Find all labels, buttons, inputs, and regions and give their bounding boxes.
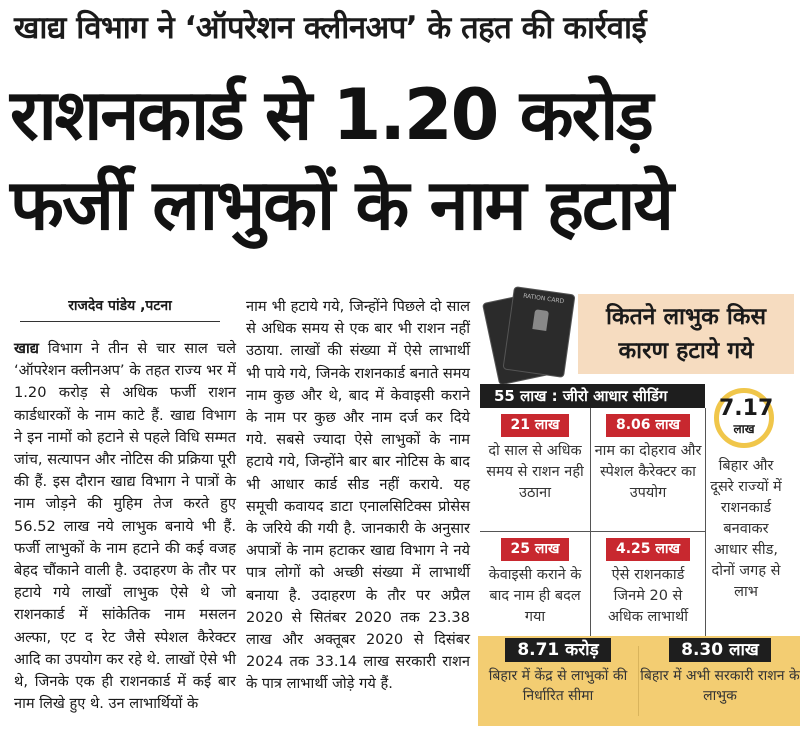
stat-value: 25 लाख (501, 538, 570, 561)
title-line-1: कितने लाभुक किस (605, 304, 767, 330)
stat-cell (482, 538, 588, 628)
zero-aadhaar-bar: 55 लाख : जीरो आधार सीडिंग (480, 384, 705, 408)
stat-cell (482, 414, 588, 504)
emblem-icon (532, 309, 549, 331)
infographic-title (578, 294, 794, 374)
bottom-text: बिहार में केंद्र से लाभुकों की निर्धारित सीमा (488, 668, 628, 704)
divider (638, 646, 639, 716)
lead-word: खाद्य (14, 340, 39, 357)
infographic (478, 288, 803, 738)
headline-line-2: फर्जी लाभुकों के नाम हटाये (10, 164, 672, 246)
column-1-text: विभाग ने तीन से चार साल चले ‘ऑपरेशन क्लीनअप’ के तहत राज्य भर में 1.20 करोड़ से अधिक फर्जी राशन कार्डधारकों के नाम काटे हैं. खाद्य विभाग ने इन नामों को हटाने से पहले विधि सम्मत जांच, सत्यापन और नोटिस की प्रक्रिया पूरी की हैं. इस दौरान खाद्य विभाग ने पात्रों के नाम जोड़ने की मुहिम तेज करते हुए 56.52 लाख नये लाभुक बनाये भी हैं. फर्जी लाभुकों के नाम हटाने की कई वजह बेहद चौंकाने वाली है. उदाहरण के तौर पर हटाये गये लाखों लाभुक ऐसे थे जो राशनकार्ड में सांकेतिक नाम मसलन अल्फा, एट द रेट जैसे स्पेशल कैरेक्टर आदि का उपयोग कर रहे थे. लाखों ऐसे भी थे, जिनके एक ही राशनकार्ड में कई बार नाम लिखे हुए थे. उन लाभार्थियों के (14, 340, 236, 713)
circle-text: बिहार और दूसरे राज्यों में राशनकार्ड बनवाकर आधार सीड, दोनों जगह से लाभ (710, 458, 782, 600)
stat-text: नाम का दोहराव और स्पेशल कैरेक्टर का उपयोग (594, 443, 702, 501)
bottom-stat (640, 636, 800, 706)
circle-unit: लाख (733, 422, 755, 436)
title-line-2: कारण हटाये गये (618, 338, 754, 364)
stat-text: केवाइसी कराने के बाद नाम ही बदल गया (488, 567, 582, 625)
stat-value: 21 लाख (501, 414, 570, 437)
stat-value: 4.25 लाख (606, 538, 690, 561)
ration-card-image (480, 288, 580, 388)
highlight-circle (714, 388, 774, 448)
article-column-1 (14, 338, 236, 715)
bottom-text: बिहार में अभी सरकारी राशन के लाभुक (640, 668, 800, 704)
card-label: RATION CARD (522, 292, 565, 306)
stat-value: 8.06 लाख (606, 414, 690, 437)
divider (590, 408, 591, 636)
divider (705, 408, 706, 636)
stat-text: दो साल से अधिक समय से राशन नही उठाना (486, 443, 584, 501)
bottom-value: 8.71 करोड़ (505, 638, 610, 662)
kicker-headline: खाद्य विभाग ने ‘ऑपरेशन क्लीनअप’ के तहत की कार्रवाई (14, 10, 647, 46)
bottom-value: 8.30 लाख (669, 638, 771, 662)
stat-cell (594, 538, 702, 628)
bottom-stat (478, 636, 638, 706)
headline-line-1: राशनकार्ड से 1.20 करोड़ (10, 74, 652, 156)
stat-text: ऐसे राशनकार्ड जिनमे 20 से अधिक लाभार्थी (607, 567, 689, 625)
stat-cell (594, 414, 702, 504)
bottom-band (478, 636, 800, 726)
circle-value: 7.17 (719, 396, 774, 421)
divider (480, 531, 705, 532)
article-column-2: नाम भी हटाये गये, जिन्होंने पिछले दो साल से अधिक समय से एक बार भी राशन नहीं उठाया. लाखों की संख्या में ऐसे लाभार्थी भी पाये गये, जिनके राशनकार्ड बनाते समय नाम कुछ और थे, बाद में केवाइसी कराने के नाम पर कुछ और नाम दर्ज कर दिये गये. सबसे ज्यादा ऐसे लाभुकों के नाम हटाये गये, जिन्होंने बार बार नोटिस के बाद भी आधार कार्ड सीड नहीं कराये. यह समूची कवायद डाटा एनालसिटिक्स प्रोसेस के जरिये की गयी है. जानकारी के अनुसार अपात्रों के नाम हटाकर खाद्य विभाग ने नये पात्र लोगों को अच्छी संख्या में लाभार्थी बनाया है. उदाहरण के तौर पर अप्रैल 2020 से सितंबर 2020 तक 23.38 लाख और अक्तूबर 2020 से दिसंबर 2024 तक 33.14 लाख सरकारी राशन के पात्र लाभार्थी जोड़े गये हैं. (246, 298, 470, 693)
byline: राजदेव पांडेय ,पटना (20, 296, 220, 322)
